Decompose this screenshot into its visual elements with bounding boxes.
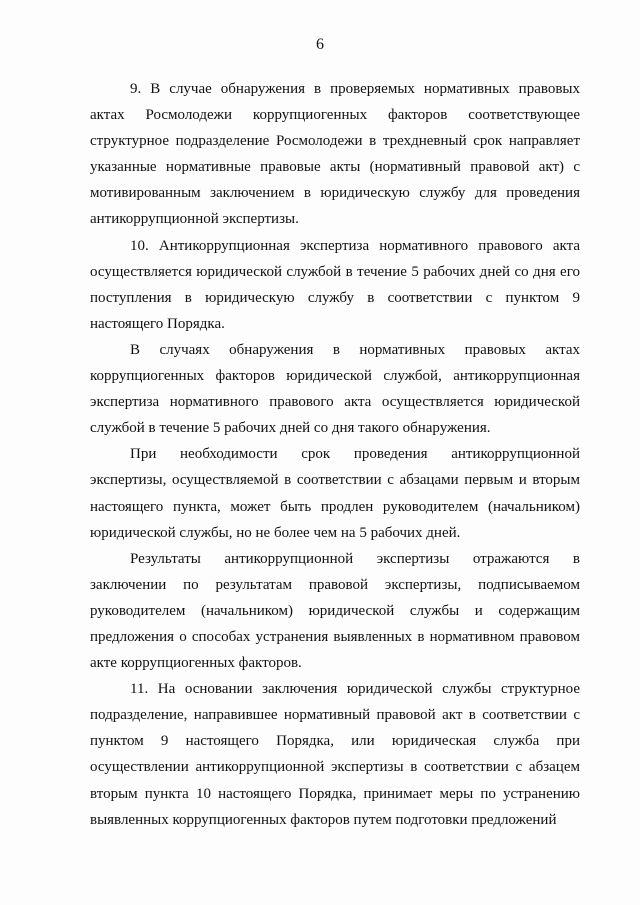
- page-number: 6: [316, 36, 324, 53]
- paragraph-item-11: 11. На основании заключения юридической службы структурное подразделение, направившее нормативный правовой акт в соответствии с пунктом 9 настоящего Порядка, или юридическая служба при осуществлении антикоррупционной экспертизы в соответствии с абзацем вторым пункта 10 настоящего Порядка, принимает меры по устранению выявленных коррупциогенных факторов путем подготовки предложений: [90, 681, 580, 828]
- paragraph-item-10-extension: При необходимости срок проведения антикоррупционной экспертизы, осуществляемой в соответствии с абзацами первым и вторым настоящего пункта, может быть продлен руководителем (начальником) юридической службы, но не более чем на 5 рабочих дней.: [90, 446, 580, 541]
- paragraph-item-9: 9. В случае обнаружения в проверяемых нормативных правовых актах Росмолодежи коррупциогенных факторов соответствующее структурное подразделение Росмолодежи в трехдневный срок направляет указанные нормативные правовые акты (нормативный правовой акт) с мотивированным заключением в юридическую службу для проведения антикоррупционной экспертизы.: [90, 81, 580, 228]
- document-body: [90, 76, 580, 833]
- paragraph-item-10-cases: В случаях обнаружения в нормативных правовых актах коррупциогенных факторов юридической службой, антикоррупционная экспертиза нормативного правового акта осуществляется юридической службой в течение 5 рабочих дней со дня такого обнаружения.: [90, 341, 580, 437]
- paragraph-item-10-results: Результаты антикоррупционной экспертизы отражаются в заключении по результатам правовой экспертизы, подписываемом руководителем (начальником) юридической службы и содержащим предложения о способах устранения выявленных в нормативном правовом акте коррупциогенных факторов.: [90, 550, 580, 672]
- paragraph-item-10: 10. Антикоррупционная экспертиза нормативного правового акта осуществляется юридической службой в течение 5 рабочих дней со дня его поступления в юридическую службу в соответствии с пунктом 9 настоящего Порядка.: [90, 237, 580, 332]
